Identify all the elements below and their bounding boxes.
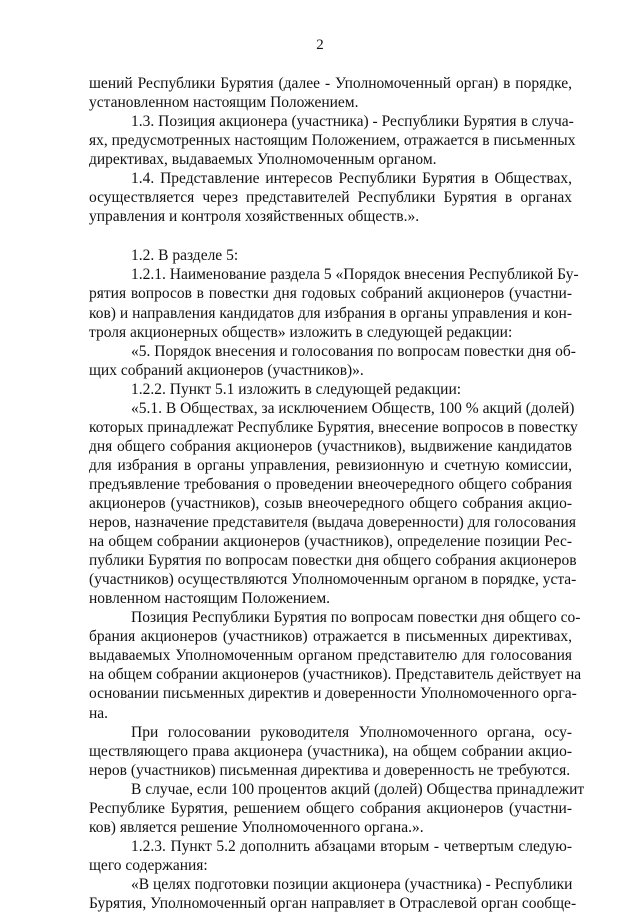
paragraph-p-1-3 [89,112,576,169]
text-line: ков) является решение Уполномоченного органа.». [89,818,424,836]
text-line: Бурятия, Уполномоченный орган направляет в Отраслевой орган сообще- [89,894,577,912]
text-line: неров (участников) письменная директива и доверенность не требуются. [89,761,571,779]
text-line: При голосовании руководителя Уполномоченного органа, осу- [131,723,572,741]
text-line: предъявление требования о проведении внеочередного общего собрания [89,475,572,493]
paragraph-p-5-1 [89,399,578,609]
paragraph-spacer [89,226,572,246]
paragraph-p-voting [89,723,572,780]
text-line: щих собраний акционеров (участников)». [89,361,364,379]
paragraph-p-1-2-1 [89,265,579,341]
text-line: рятия вопросов в повестки дня годовых собраний акционеров (участни- [89,285,572,303]
text-line: неров, назначение представителя (выдача доверенности) для голосования [89,514,576,532]
text-line: для избрания в органы управления, ревизионную и счетную комиссии, [89,456,572,474]
paragraph-p-1-2 [89,246,572,265]
text-line: дня общего собрания акционеров (участников), выдвижение кандидатов [89,437,572,455]
text-line: 1.2. В разделе 5: [131,247,239,265]
text-line: установленном настоящим Положением. [89,94,359,112]
text-line: ществляющего права акционера (участника), на общем собрании акцио- [89,742,572,760]
text-line: 1.2.2. Пункт 5.1 изложить в следующей редакции: [131,380,462,398]
paragraph-p-goals [89,875,577,913]
text-line: троля акционерных обществ» изложить в следующей редакции: [89,323,513,341]
text-line: новленном настоящим Положением. [89,590,330,608]
text-line: основании письменных директив и доверенности Уполномоченного орга- [89,685,577,703]
text-line: на. [89,704,109,722]
paragraph-p-1-4 [89,169,572,226]
text-line: ков) и направления кандидатов для избрания в органы управления и кон- [89,304,572,322]
text-line: «5.1. В Обществах, за исключением Обществ, 100 % акций (долей) [131,399,575,417]
text-line: осуществляется через представителей Республики Бурятия в органах [89,189,572,207]
text-line: ях, предусмотренных настоящим Положением, отражается в письменных [89,132,576,150]
text-line: 1.2.3. Пункт 5.2 дополнить абзацами вторым - четвертым следую- [131,837,572,855]
text-line: директивах, выдаваемых Уполномоченным органом. [89,151,437,169]
paragraph-p-cont [89,74,572,112]
paragraph-p-position [89,608,582,722]
text-line: брания акционеров (участников) отражается в письменных директивах, [89,628,572,646]
paragraph-p-5-title [89,342,576,380]
text-line: 1.2.1. Наименование раздела 5 «Порядок внесения Республикой Бу- [131,266,579,284]
text-line: «5. Порядок внесения и голосования по вопросам повестки дня об- [131,342,576,360]
text-line: (участников) осуществляются Уполномоченным органом в порядке, уста- [89,571,577,589]
text-line: на общем собрании акционеров (участников). Представитель действует на [89,666,582,684]
text-line: Позиция Республики Бурятия по вопросам повестки дня общего со- [131,609,581,627]
text-line: щего содержания: [89,856,208,874]
page-number: 2 [316,37,324,53]
text-line: акционеров (участников), созыв внеочередного общего собрания акцио- [89,494,572,512]
text-line: шений Республики Бурятия (далее - Уполномоченный орган) в порядке, [89,75,572,92]
text-line: 1.3. Позиция акционера (участника) - Республики Бурятия в случа- [131,113,574,131]
text-line: Республике Бурятия, решением общего собрания акционеров (участни- [89,799,572,817]
text-line: выдаваемых Уполномоченным органом представителю для голосования [89,647,572,665]
paragraph-p-100 [89,780,585,837]
text-line: В случае, если 100 процентов акций (долей) Общества принадлежит [131,780,585,798]
paragraph-p-1-2-2 [89,380,572,399]
text-line: публики Бурятия по вопросам повестки дня общего собрания акционеров [89,552,577,570]
text-line: 1.4. Представление интересов Республики Бурятия в Обществах, [131,170,572,188]
text-line: которых принадлежат Республике Бурятия, внесение вопросов в повестку [89,418,578,436]
paragraph-p-1-2-3 [89,837,572,875]
document-body [89,74,585,913]
text-line: управления и контроля хозяйственных обществ.». [89,208,420,226]
text-line: «В целях подготовки позиции акционера (участника) - Республики [131,875,573,893]
text-line: на общем собрании акционеров (участников), определение позиции Рес- [89,533,572,551]
